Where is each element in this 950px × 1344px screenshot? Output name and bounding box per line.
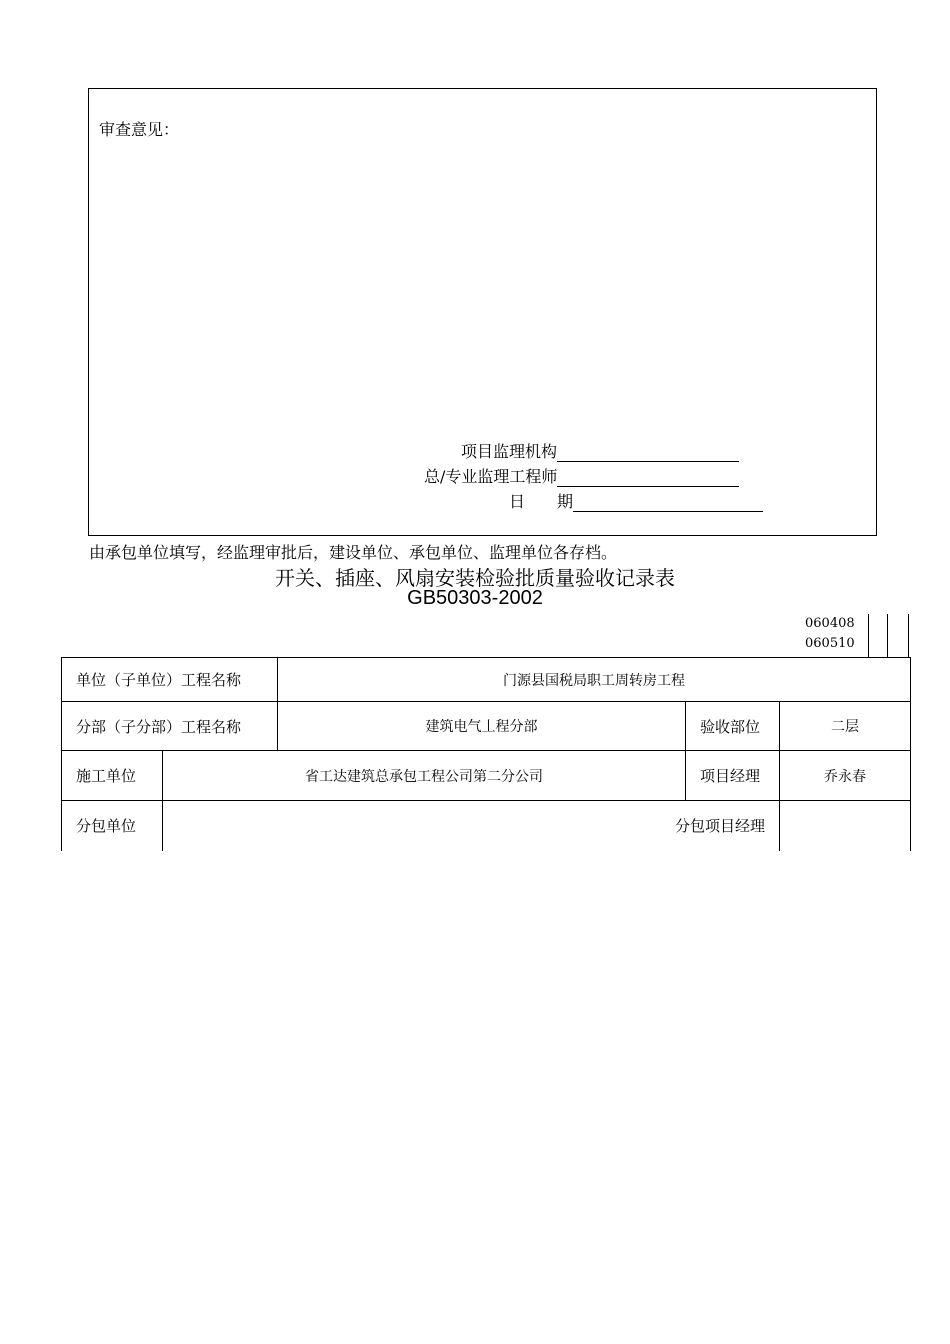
table-row [62, 702, 911, 751]
inspection-part-label: 验收部位 [686, 702, 780, 751]
inspection-record-table [61, 657, 911, 851]
table-row [62, 658, 911, 702]
project-manager-value[interactable]: 乔永春 [780, 751, 911, 801]
form-title: 开关、插座、风扇安装检验批质量验收记录表 [275, 566, 675, 590]
inspection-part-value[interactable]: 二层 [780, 702, 911, 751]
code-cell-divider [908, 614, 909, 658]
signature-engineer-blank[interactable] [557, 468, 739, 487]
code-cell-divider [887, 614, 888, 658]
filing-note: 由承包单位填写，经监理审批后，建设单位、承包单位、监理单位各存档。 [89, 543, 618, 562]
sub-project-manager-label: 分包项目经理 [675, 817, 766, 836]
code-cell-divider [868, 614, 869, 658]
signature-org-label: 项目监理机构 [461, 442, 558, 461]
signature-org-row [461, 439, 739, 462]
signature-date-row [509, 489, 763, 512]
form-code: 060510 [805, 636, 855, 651]
form-codes [805, 614, 855, 654]
sub-project-manager-value[interactable] [780, 801, 911, 851]
review-opinion-label: 审查意见： [99, 120, 180, 139]
form-standard: GB50303-2002 [407, 587, 543, 609]
subcontractor-cell[interactable] [163, 801, 780, 851]
signature-date-blank[interactable] [573, 493, 763, 512]
table-row [62, 801, 911, 851]
division-label: 分部（子分部）工程名称 [62, 702, 278, 751]
review-opinion-box [88, 88, 877, 536]
form-code: 060408 [805, 616, 855, 631]
subcontractor-label: 分包单位 [62, 801, 163, 851]
project-name-label: 单位（子单位）工程名称 [62, 658, 278, 702]
signature-date-label: 日 期 [509, 492, 574, 511]
contractor-label: 施工单位 [62, 751, 163, 801]
signature-engineer-row [424, 464, 739, 487]
project-manager-label: 项目经理 [686, 751, 780, 801]
division-value[interactable]: 建筑电气丄程分部 [278, 702, 686, 751]
contractor-value[interactable]: 省工达建筑总承包工程公司第二分公司 [163, 751, 686, 801]
project-name-value[interactable]: 门源县国税局职工周转房工程 [278, 658, 911, 702]
table-row [62, 751, 911, 801]
signature-engineer-label: 总/专业监理工程师 [424, 467, 558, 486]
signature-org-blank[interactable] [557, 443, 739, 462]
